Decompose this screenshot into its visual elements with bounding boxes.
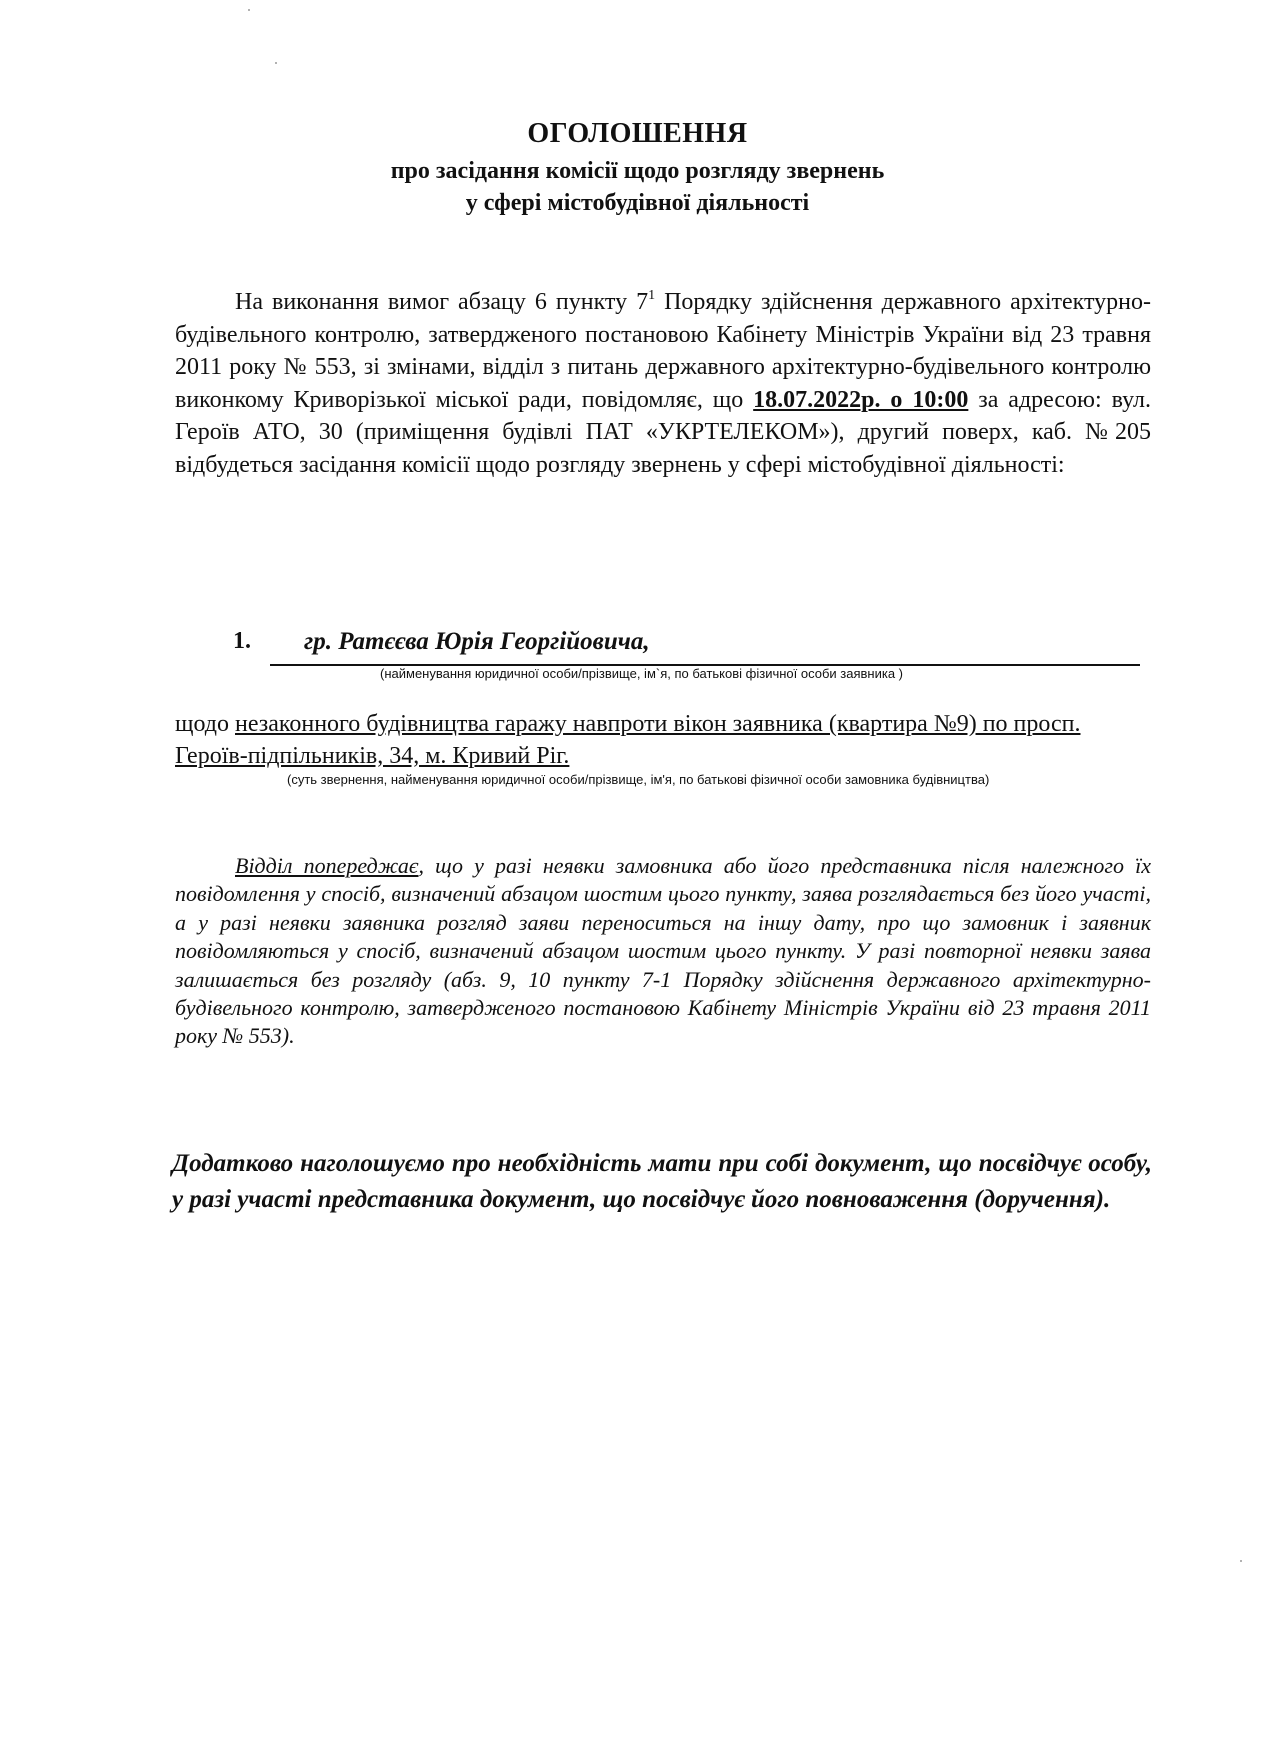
- intro-paragraph: [175, 286, 1151, 481]
- warning-paragraph: [175, 852, 1151, 1051]
- subject-caption: (суть звернення, найменування юридичної особи/прізвище, ім'я, по батькові фізичної особи замовника будівництва): [287, 772, 990, 787]
- intro-text-part-3: за адресою: вул. Героїв АТО, 30 (приміщення будівлі ПАТ «УКРТЕЛЕКОМ»), другий поверх, каб. №205 відбудеться засідання комісії щодо розгляду звернень у сфері містобудівної діяльності:: [175, 386, 1152, 478]
- applicant-caption: (найменування юридичної особи/прізвище, ім`я, по батькові фізичної особи заявника ): [380, 666, 904, 681]
- document-title: ОГОЛОШЕННЯ: [527, 118, 748, 149]
- scan-speck: [275, 62, 277, 64]
- meeting-datetime: 18.07.2022р. о 10:00: [753, 386, 969, 413]
- subject-prefix: щодо: [175, 711, 235, 737]
- scan-speck: [1240, 1560, 1242, 1562]
- closing-notice: Додатково наголошуємо про необхідність мати при собі документ, що посвідчує особу, у разі участі представника документ, що посвідчує його повноваження (доручення).: [172, 1150, 1152, 1213]
- warning-text: , що у разі неявки замовника або його представника після належного їх повідомлення у спосіб, визначений абзацом шостим цього пункту, заява розглядається без його участі, а у разі неявки заявника розгляд заяви переноситься на іншу дату, про що замовник і заявник повідомляються у спосіб, визначений абзацом шостим цього пункту. У разі повторної неявки заява залишається без розгляду (абз. 9, 10 пункту 7-1 Порядку здійснення державного архітектурно- будівельного контролю, затвердженого постановою Кабінету Міністрів України від 23 травня 2011 року № 553).: [175, 853, 1151, 1049]
- subject-paragraph: [175, 708, 1151, 772]
- document-subtitle-line-2: у сфері містобудівної діяльності: [465, 190, 810, 216]
- intro-text-part-2: Порядку здійснення державного архітектурно-будівельного контролю, затвердженого постановою Кабінету Міністрів України від 23 травня 2011 року № 553, зі змінами, відділ з питань державного архітектурно-будівельного контролю виконкому Криворізької міської ради, повідомляє, що: [175, 289, 1151, 413]
- item-number: 1.: [233, 628, 251, 654]
- warning-lead: Відділ попереджає: [235, 853, 419, 878]
- document-subtitle-line-1: про засідання комісії щодо розгляду звернень: [390, 158, 885, 184]
- applicant-name: гр. Ратєєва Юрія Георгійовича,: [270, 628, 1140, 666]
- footnote-superscript: 1: [648, 288, 656, 303]
- subject-text: незаконного будівництва гаражу навпроти вікон заявника (квартира №9) по просп. Героїв-підпільників, 34, м. Кривий Ріг.: [175, 711, 1081, 769]
- intro-text-part-1: На виконання вимог абзацу 6 пункту 7: [235, 289, 649, 315]
- scan-speck: [248, 9, 250, 11]
